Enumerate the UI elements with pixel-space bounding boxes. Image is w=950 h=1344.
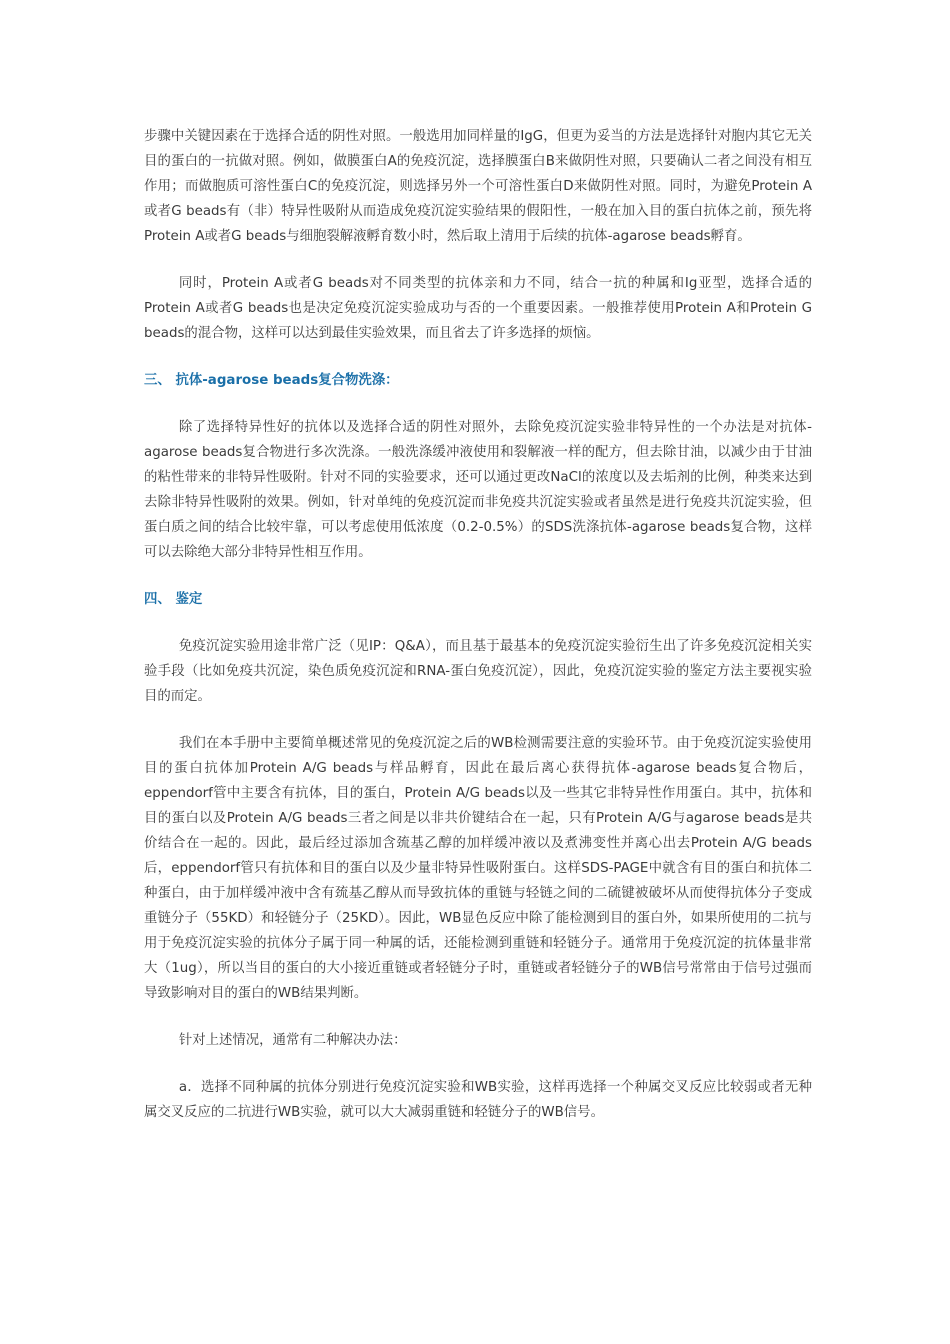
section-heading-washing: 三、 抗体-agarose beads复合物洗涤： (144, 373, 399, 388)
document-body (144, 124, 812, 1147)
section-heading-identification: 四、 鉴定 (144, 592, 203, 607)
paragraph-two-solutions: 针对上述情况，通常有二种解决办法： (178, 1033, 407, 1048)
paragraph-ip-applications: 免疫沉淀实验用途非常广泛（见IP：Q&A），而且基于最基本的免疫沉淀实验衍生出了许多免疫沉淀相关实验手段（比如免疫共沉淀，染色质免疫沉淀和RNA-蛋白免疫沉淀），因此，免疫沉淀实验的鉴定方法主要视实验目的而定。 (144, 639, 812, 704)
paragraph-solution-a: a．选择不同种属的抗体分别进行免疫沉淀实验和WB实验，这样再选择一个种属交叉反应比较弱或者无种属交叉反应的二抗进行WB实验，就可以大大减弱重链和轻链分子的WB信号。 (144, 1080, 812, 1120)
paragraph-protein-beads-affinity: 同时，Protein A或者G beads对不同类型的抗体亲和力不同，结合一抗的种属和Ig亚型，选择合适的Protein A或者G beads也是决定免疫沉淀实验成功与否的一个重要因素。一般推荐使用Protein A和Protein G beads的混合物，这样可以达到最佳实验效果，而且省去了许多选择的烦恼。 (144, 276, 812, 341)
paragraph-negative-control: 步骤中关键因素在于选择合适的阴性对照。一般选用加同样量的IgG，但更为妥当的方法是选择针对胞内其它无关目的蛋白的一抗做对照。例如，做膜蛋白A的免疫沉淀，选择膜蛋白B来做阴性对照，只要确认二者之间没有相互作用；而做胞质可溶性蛋白C的免疫沉淀，则选择另外一个可溶性蛋白D来做阴性对照。同时，为避免Protein A或者G beads有（非）特异性吸附从而造成免疫沉淀实验结果的假阳性，一般在加入目的蛋白抗体之前，预先将Protein A或者G beads与细胞裂解液孵育数小时，然后取上清用于后续的抗体-agarose beads孵育。 (144, 129, 812, 244)
paragraph-washing: 除了选择特异性好的抗体以及选择合适的阴性对照外，去除免疫沉淀实验非特异性的一个办法是对抗体-agarose beads复合物进行多次洗涤。一般洗涤缓冲液使用和裂解液一样的配方，但去除甘油，以减少由于甘油的粘性带来的非特异性吸附。针对不同的实验要求，还可以通过更改NaCl的浓度以及去垢剂的比例，种类来达到去除非特异性吸附的效果。例如，针对单纯的免疫沉淀而非免疫共沉淀实验或者虽然是进行免疫共沉淀实验，但蛋白质之间的结合比较牢靠，可以考虑使用低浓度（0.2-0.5%）的SDS洗涤抗体-agarose beads复合物，这样可以去除绝大部分非特异性相互作用。 (144, 420, 812, 560)
paragraph-wb-detection: 我们在本手册中主要简单概述常见的免疫沉淀之后的WB检测需要注意的实验环节。由于免疫沉淀实验使用目的蛋白抗体加Protein A/G beads与样品孵育，因此在最后离心获得抗体-agarose beads复合物后，eppendorf管中主要含有抗体，目的蛋白，Protein A/G beads以及一些其它非特异性作用蛋白。其中，抗体和目的蛋白以及Protein A/G beads三者之间是以非共价键结合在一起，只有Protein A/G与agarose beads是共价结合在一起的。因此，最后经过添加含巯基乙醇的加样缓冲液以及煮沸变性并离心出去Protein A/G beads后，eppendorf管只有抗体和目的蛋白以及少量非特异性吸附蛋白。这样SDS-PAGE中就含有目的蛋白和抗体二种蛋白，由于加样缓冲液中含有巯基乙醇从而导致抗体的重链与轻链之间的二硫键被破坏从而使得抗体分子变成重链分子（55KD）和轻链分子（25KD）。因此，WB显色反应中除了能检测到目的蛋白外，如果所使用的二抗与用于免疫沉淀实验的抗体分子属于同一种属的话，还能检测到重链和轻链分子。通常用于免疫沉淀的抗体量非常大（1ug），所以当目的蛋白的大小接近重链或者轻链分子时，重链或者轻链分子的WB信号常常由于信号过强而导致影响对目的蛋白的WB结果判断。 (144, 736, 812, 1001)
